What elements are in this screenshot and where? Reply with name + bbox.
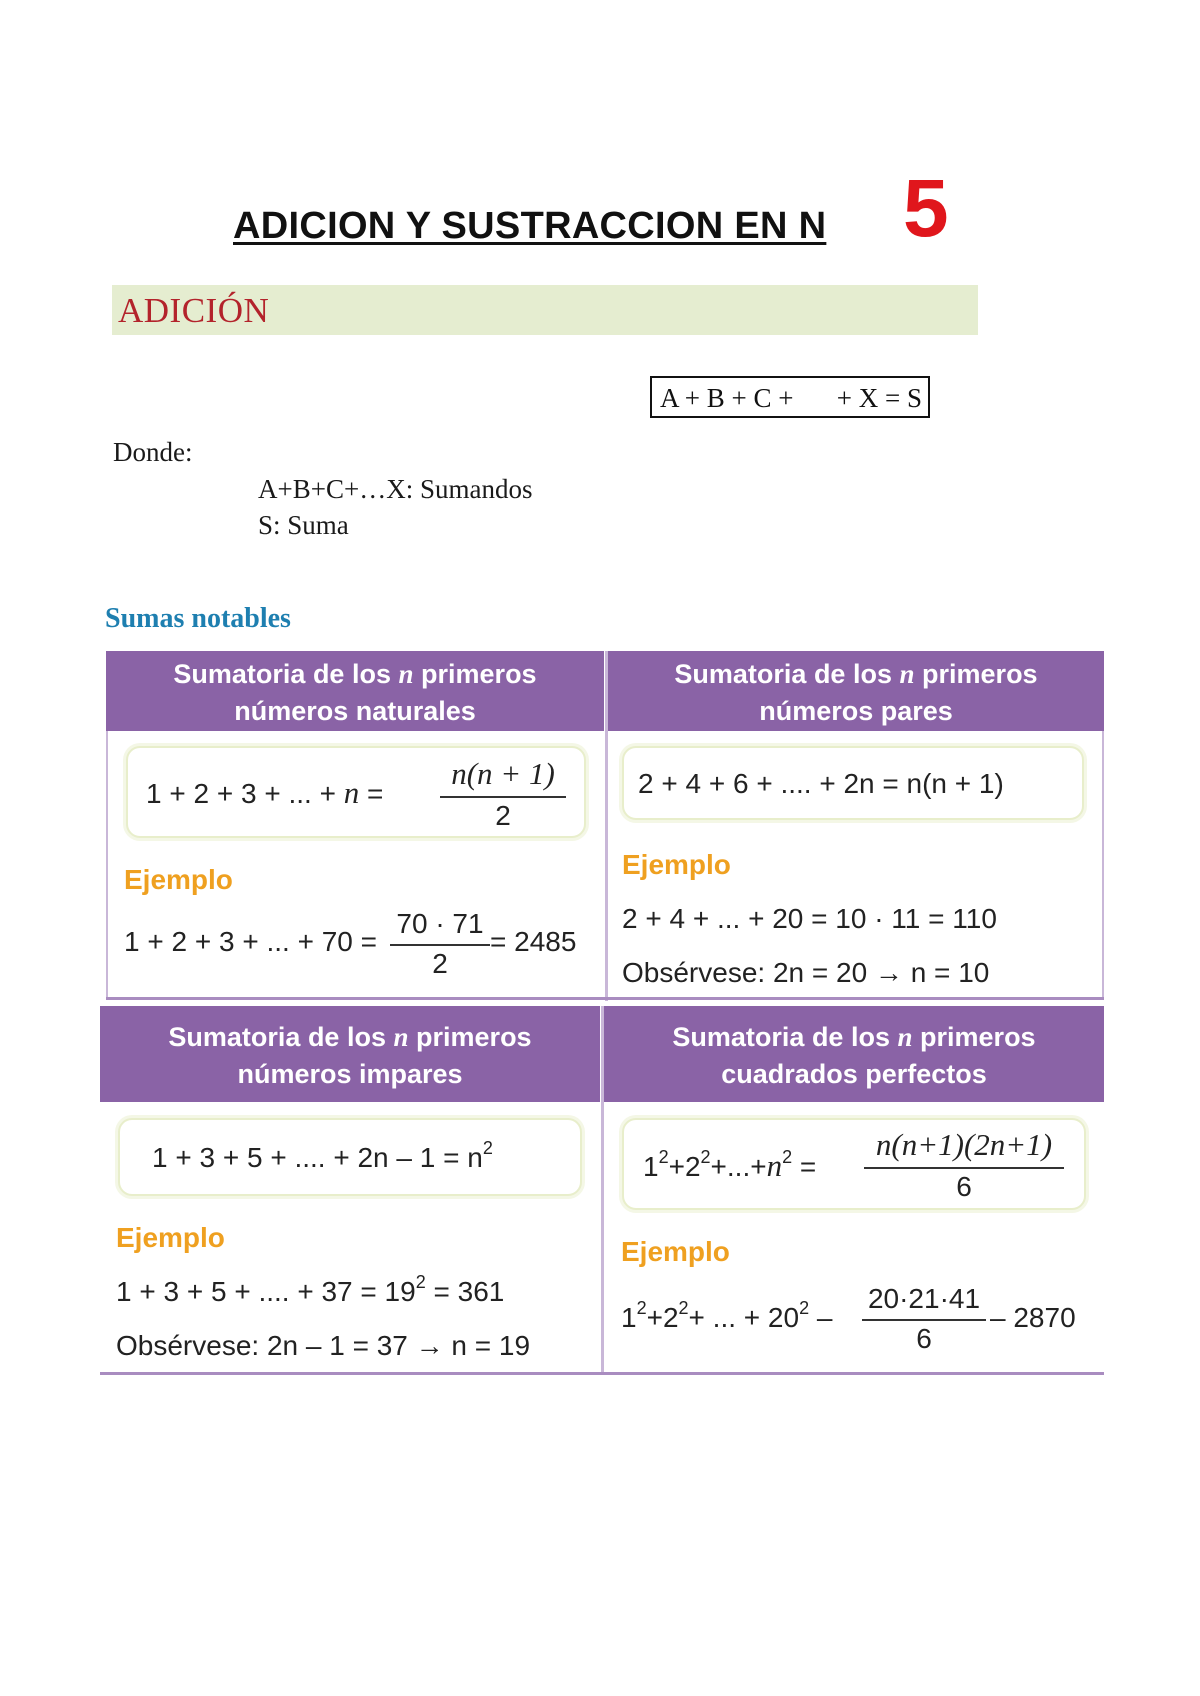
section-title-adicion: ADICIÓN [118,291,270,330]
example-cuadrados-fraction: 20·21·41 6 [862,1283,986,1355]
formula-right: + X = S [836,383,922,413]
table-divider-top [605,651,608,1001]
formula-pares: 2 + 4 + 6 + .... + 2n = n(n + 1) [638,768,1004,799]
example-label-pares: Ejemplo [622,849,731,880]
table-row-divider [106,997,1104,1000]
cell-heading-naturales: Sumatoria de los n primeros números naturales [106,651,604,731]
sumas-notables-title: Sumas notables [105,603,291,634]
formula-cuadrados-lhs: $1^2+2^2+...+n^2$ = [643,1147,817,1183]
formula-cuadrados-fraction: n(n+1)(2n+1) 6 [864,1127,1064,1203]
example-naturales-lhs: 1 + 2 + 3 + ... + 70 = [124,926,377,957]
table-border-left [106,731,108,999]
donde-label: Donde: [113,437,193,467]
page-number: 5 [903,163,949,254]
example-naturales-rhs: = 2485 [490,926,577,957]
formula-naturales-fraction: n(n + 1) 2 [440,756,566,832]
example-impares-line1: 1 + 3 + 5 + .... + $37 = 19^2 = 361$ [116,1272,505,1307]
table-bottom-border [100,1372,1104,1375]
formula-impares: 1 + 3 + 5 + .... + $2n - 1 = n^2$ [152,1138,493,1173]
section-band-adicion [112,285,978,335]
cell-heading-impares: Sumatoria de los n primeros números impares [100,1006,600,1102]
example-impares-line2: Obsérvese: 2n – 1 = 37 → n = 19 [116,1330,531,1361]
formula-left: A + B + C + [660,383,794,413]
table-divider-bottom [601,1006,604,1374]
example-naturales-fraction: 70 · 71 2 [390,908,490,980]
example-label-cuadrados: Ejemplo [621,1236,730,1267]
page-title: ADICION Y SUSTRACCION EN N [233,205,827,247]
example-label-impares: Ejemplo [116,1222,225,1253]
example-label-naturales: Ejemplo [124,864,233,895]
cell-heading-pares: Sumatoria de los n primeros números pares [608,651,1104,731]
example-pares-line1: 2 + 4 + ... + 20 = 10 · 11 = 110 [622,903,997,934]
table-border-right [1102,731,1104,999]
example-cuadrados-lhs: $1^2+2^2+$ ... + $20^2$ – [621,1298,833,1333]
formula-naturales-lhs: 1 + 2 + 3 + ... + n = [146,775,384,810]
cell-heading-cuadrados: Sumatoria de los n primeros cuadrados perfectos [604,1006,1104,1102]
example-pares-line2: Obsérvese: 2n = 20 → n = 10 [622,957,990,988]
example-cuadrados-rhs: – 2870 [990,1302,1076,1333]
general-formula-box [650,376,930,418]
definition-sumandos: A+B+C+…X: Sumandos [258,474,533,504]
definition-suma: S: Suma [258,510,349,540]
